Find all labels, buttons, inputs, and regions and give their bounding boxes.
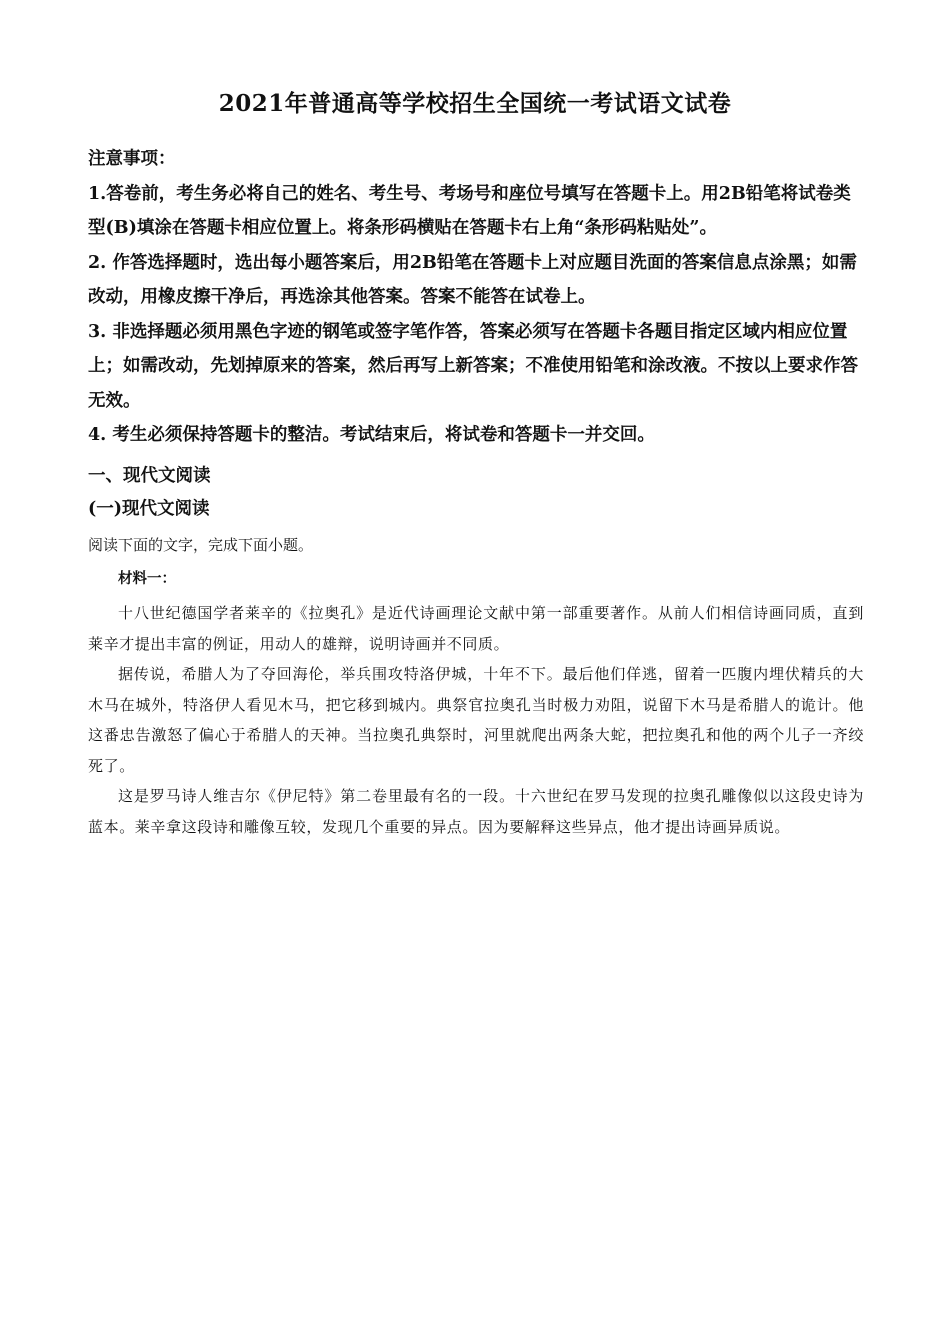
material-label: 材料一： bbox=[118, 570, 176, 587]
passage-paragraph-3: 这是罗马诗人维吉尔《伊尼特》第二卷里最有名的一段。十六世纪在罗马发现的拉奥孔雕像似以这段史诗为蓝本。莱辛拿这段诗和雕像互较，发现几个重要的异点。因为要解释这些异点，他才提出诗画异质说。 bbox=[88, 787, 864, 836]
reading-instruction: 阅读下面的文字，完成下面小题。 bbox=[88, 536, 314, 554]
notice-item-3: 3. 非选择题必须用黑色字迹的钢笔或签字笔作答，答案必须写在答题卡各题目指定区域内相应位置上；如需改动，先划掉原来的答案，然后再写上新答案；不准使用铅笔和涂改液。不按以上要求作答无效。 bbox=[88, 321, 858, 411]
passage-paragraph-1: 十八世纪德国学者莱辛的《拉奥孔》是近代诗画理论文献中第一部重要著作。从前人们相信诗画同质，直到莱辛才提出丰富的例证，用动人的雄辩，说明诗画并不同质。 bbox=[88, 604, 864, 653]
exam-title: 2021年普通高等学校招生全国统一考试语文试卷 bbox=[218, 90, 732, 117]
notice-section bbox=[88, 142, 868, 453]
notice-item-4: 4. 考生必须保持答题卡的整洁。考试结束后，将试卷和答题卡一并交回。 bbox=[88, 425, 655, 445]
notice-item-1: 1.答卷前，考生务必将自己的姓名、考生号、考场号和座位号填写在答题卡上。用2B铅笔将试卷类型(B)填涂在答题卡相应位置上。将条形码横贴在答题卡右上角“条形码粘贴处”。 bbox=[88, 183, 851, 238]
part-heading: 一、现代文阅读 bbox=[88, 466, 211, 486]
notice-item-2: 2. 作答选择题时，选出每小题答案后，用2B铅笔在答题卡上对应题目洗面的答案信息点涂黑；如需改动，用橡皮擦干净后，再选涂其他答案。答案不能答在试卷上。 bbox=[88, 252, 857, 307]
sub-heading: (一)现代文阅读 bbox=[88, 499, 210, 519]
notice-heading: 注意事项： bbox=[88, 149, 176, 169]
passage-paragraph-2: 据传说，希腊人为了夺回海伦，举兵围攻特洛伊城，十年不下。最后他们佯逃，留着一匹腹内埋伏精兵的大木马在城外，特洛伊人看见木马，把它移到城内。典祭官拉奥孔当时极力劝阻，说留下木马是希腊人的诡计。他这番忠告激怒了偏心于希腊人的天神。当拉奥孔典祭时，河里就爬出两条大蛇，把拉奥孔和他的两个儿子一齐绞死了。 bbox=[88, 665, 864, 775]
reading-passage bbox=[88, 566, 864, 842]
